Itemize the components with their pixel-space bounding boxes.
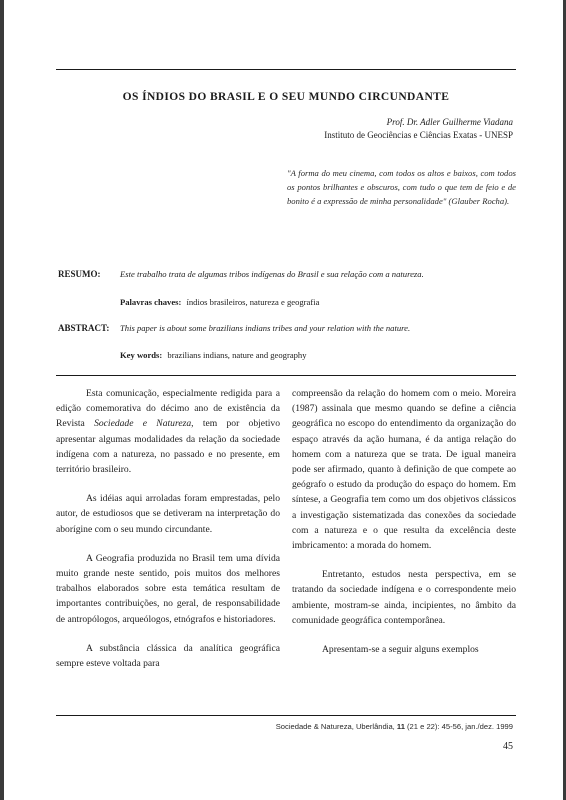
palavras-chaves-value: índios brasileiros, natureza e geografia	[186, 297, 320, 307]
paragraph-4: A substância clássica da analítica geográfica sempre esteve voltada para	[56, 642, 280, 670]
author-institute: Instituto de Geociências e Ciências Exatas - UNESP	[324, 130, 513, 140]
body-column-left	[56, 386, 280, 671]
paragraph-3: A Geografia produzida no Brasil tem uma dívida muito grande neste sentido, pois muitos dos melhores trabalhos elaborados sobre esta temática resultam de importantes contribuições, no geral, de responsabilidade de antropólogos, arqueólogos, etnógrafos e historiadores.	[56, 552, 280, 625]
body-column-right	[292, 386, 516, 657]
article-title: OS ÍNDIOS DO BRASIL E O SEU MUNDO CIRCUNDANTE	[122, 91, 450, 103]
paragraph-1	[56, 386, 280, 477]
page-number: 45	[503, 741, 513, 752]
key-words-label: Key words:	[120, 350, 163, 360]
key-words-value: brazilians indians, nature and geography	[167, 350, 307, 360]
citation-volume: 11	[396, 722, 405, 731]
paragraph-2: As idéias aqui arroladas foram emprestadas, pelo autor, de estudiosos que se detiveram na interpretação do aborígine com o seu mundo circundante.	[56, 493, 280, 535]
journal-name: Sociedade e Natureza,	[94, 418, 194, 430]
resumo-text: Este trabalho trata de algumas tribos indígenas do Brasil e sua relação com a natureza.	[120, 269, 424, 279]
paragraph-1-part-a: Esta comunicação, especialmente redigida para a edição comemorativa do décimo ano de existência da Revista	[56, 388, 280, 430]
palavras-chaves-label: Palavras chaves:	[120, 297, 182, 307]
scan-edge-left	[0, 0, 4, 800]
author-name: Prof. Dr. Adler Guilherme Viadana	[386, 117, 513, 127]
abstract-label: ABSTRACT:	[58, 323, 110, 333]
paragraph-1-part-b: tem por objetivo apresentar algumas modalidades da relação da sociedade indígena com a natureza, no passado e no presente, em território brasileiro.	[56, 418, 280, 476]
resumo-label: RESUMO:	[58, 269, 101, 279]
journal-citation	[276, 722, 513, 731]
top-rule	[56, 69, 516, 70]
palavras-chaves	[120, 297, 319, 307]
paragraph-7: Apresentam-se a seguir alguns exemplos	[322, 644, 479, 656]
citation-part-b: (21 e 22): 45-56, jan./dez. 1999	[404, 722, 513, 731]
paragraph-5: compreensão da relação do homem com o meio. Moreira (1987) assinala que mesmo quando se define a ciência geográfica no escopo do entendimento da organização do espaço através da ação humana, é da antiga relação do homem com a natureza que se trata. De igual maneira pode ser afirmado, quanto à definição de que compete ao geógrafo o estudo da produção do espaço do homem. Em síntese, a Geografia tem como um dos objetivos clássicos a investigação sistematizada das conexões da sociedade com a natureza e o que resulta da excelência deste imbricamento: a morada do homem.	[292, 388, 516, 552]
middle-rule	[56, 375, 516, 376]
abstract-text: This paper is about some brazilians indians tribes and your relation with the nature.	[120, 323, 411, 333]
key-words	[120, 350, 307, 360]
epigraph: "A forma do meu cinema, com todos os altos e baixos, com todos os pontos brilhantes e obscuros, com tudo o que tem de feio e de bonito é a expressão de minha personalidade" (Glauber Rocha).	[287, 168, 516, 206]
bottom-rule	[56, 715, 516, 716]
paragraph-6: Entretanto, estudos nesta perspectiva, em se tratando da sociedade indígena e o correspondente meio ambiente, mostram-se ainda, incipientes, no âmbito da comunidade geográfica contemporânea.	[292, 569, 516, 626]
citation-part-a: Sociedade & Natureza, Uberlândia,	[275, 722, 397, 731]
